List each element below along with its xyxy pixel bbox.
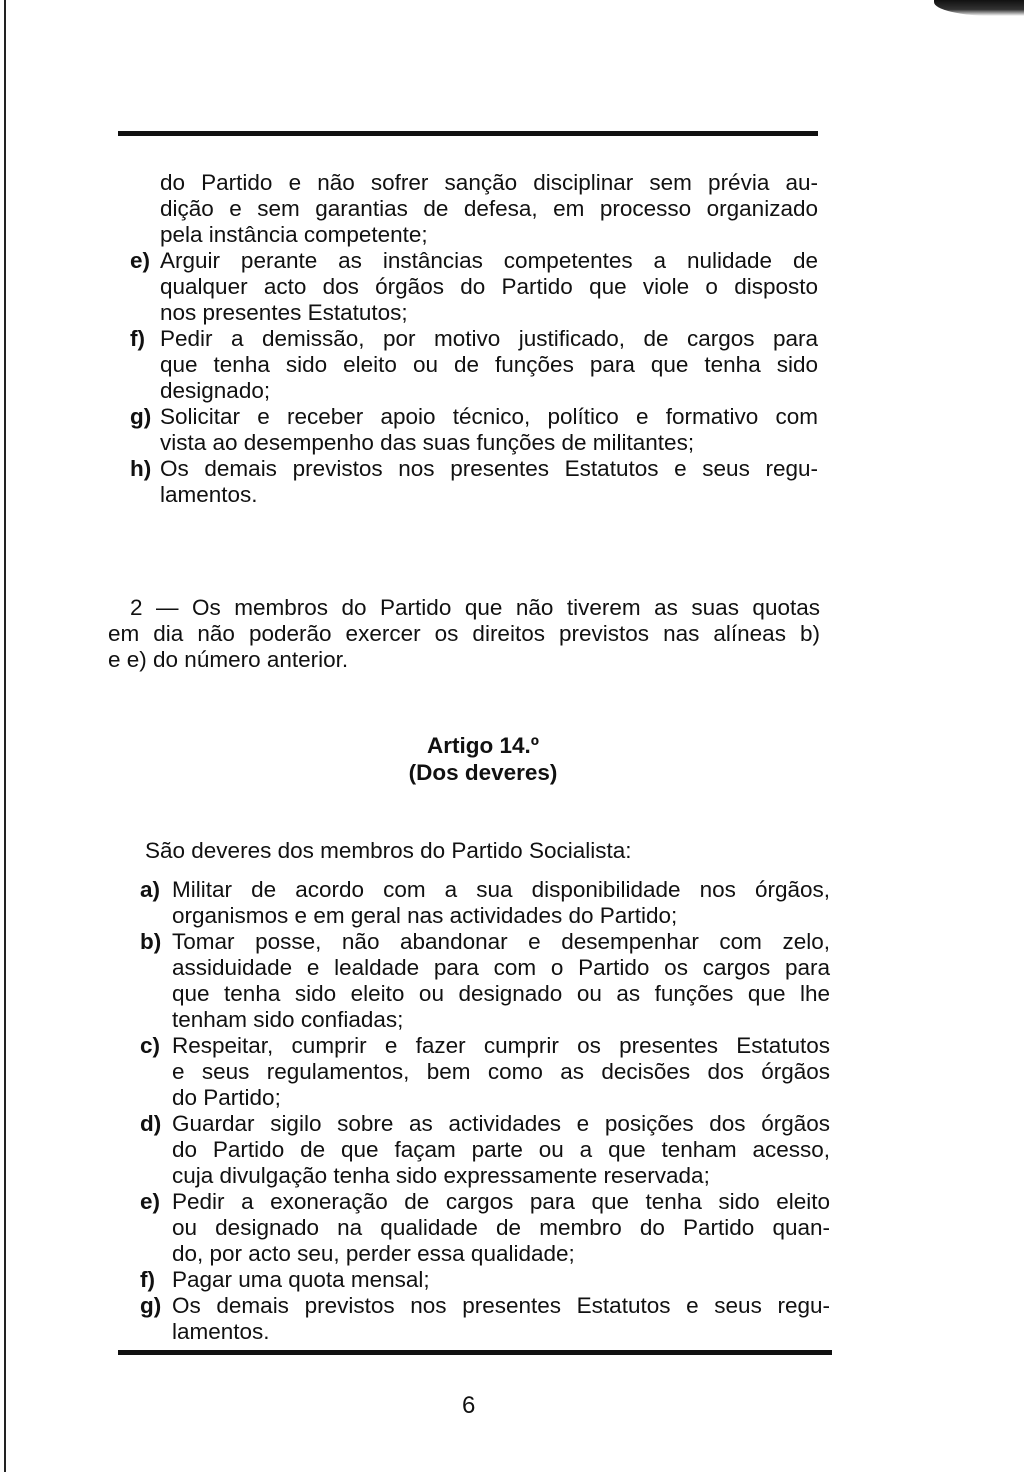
item-label: h) bbox=[130, 456, 152, 481]
text-line: Respeitar, cumprir e fazer cumprir os presentes Estatutos bbox=[172, 1033, 830, 1058]
item-label: e) bbox=[130, 248, 151, 273]
text-line: Solicitar e receber apoio técnico, político e formativo com bbox=[160, 404, 818, 429]
item-label: b) bbox=[140, 929, 162, 954]
text-line: organismos e em geral nas actividades do Partido; bbox=[172, 903, 678, 928]
text-line: Pedir a demissão, por motivo justificado, de cargos para bbox=[160, 326, 818, 351]
item-label: g) bbox=[130, 404, 152, 429]
list-item bbox=[140, 1267, 830, 1293]
text-line: lamentos. bbox=[160, 482, 258, 507]
page-number: 6 bbox=[462, 1392, 476, 1419]
list-item bbox=[140, 1033, 830, 1111]
text-line: em dia não poderão exercer os direitos previstos nas alíneas b) bbox=[108, 621, 820, 646]
top-rule bbox=[118, 131, 818, 136]
text-line: ou designado na qualidade de membro do Partido quan- bbox=[172, 1215, 830, 1240]
item-label: f) bbox=[140, 1267, 155, 1292]
text-line: do Partido de que façam parte ou a que tenham acesso, bbox=[172, 1137, 830, 1162]
article-intro bbox=[145, 838, 632, 864]
list-item bbox=[140, 1189, 830, 1267]
text-line: qualquer acto dos órgãos do Partido que viole o disposto bbox=[160, 274, 818, 299]
text-line: Guardar sigilo sobre as actividades e posições dos órgãos bbox=[172, 1111, 830, 1136]
text-line: Tomar posse, não abandonar e desempenhar com zelo, bbox=[172, 929, 830, 954]
text-line: que tenha sido eleito ou designado ou as funções que lhe bbox=[172, 981, 830, 1006]
text-line: do Partido e não sofrer sanção disciplinar sem prévia au- bbox=[160, 170, 818, 195]
rights-continued bbox=[130, 170, 818, 508]
list-item bbox=[140, 1293, 830, 1345]
text-line: 2 — Os membros do Partido que não tiverem as suas quotas bbox=[130, 595, 820, 620]
article-intro-text: São deveres dos membros do Partido Socialista: bbox=[145, 838, 632, 863]
text-line: cuja divulgação tenha sido expressamente reservada; bbox=[172, 1163, 710, 1188]
text-line: assiduidade e lealdade para com o Partido os cargos para bbox=[172, 955, 830, 980]
list-item bbox=[130, 326, 818, 404]
article-title: Artigo 14.º bbox=[427, 733, 539, 758]
text-line: do, por acto seu, perder essa qualidade; bbox=[172, 1241, 575, 1266]
text-line: Os demais previstos nos presentes Estatutos e seus regu- bbox=[172, 1293, 830, 1318]
bottom-rule bbox=[118, 1350, 832, 1355]
list-item bbox=[130, 248, 818, 326]
text-line: Pedir a exoneração de cargos para que tenha sido eleito bbox=[172, 1189, 830, 1214]
text-line: pela instância competente; bbox=[160, 222, 428, 247]
item-label: c) bbox=[140, 1033, 161, 1058]
item-label: a) bbox=[140, 877, 161, 902]
list-item bbox=[140, 929, 830, 1033]
scan-corner-shadow bbox=[934, 0, 1024, 16]
text-line: Pagar uma quota mensal; bbox=[172, 1267, 430, 1292]
text-line: e seus regulamentos, bem como as decisões dos órgãos bbox=[172, 1059, 830, 1084]
list-item bbox=[130, 404, 818, 456]
paragraph-2 bbox=[108, 595, 820, 673]
text-line: dição e sem garantias de defesa, em processo organizado bbox=[160, 196, 818, 221]
text-line: Militar de acordo com a sua disponibilidade nos órgãos, bbox=[172, 877, 830, 902]
list-item bbox=[140, 1111, 830, 1189]
text-line: nos presentes Estatutos; bbox=[160, 300, 408, 325]
list-item bbox=[140, 877, 830, 929]
item-label: d) bbox=[140, 1111, 162, 1136]
item-label: g) bbox=[140, 1293, 162, 1318]
text-line: tenham sido confiadas; bbox=[172, 1007, 404, 1032]
text-line: Os demais previstos nos presentes Estatutos e seus regu- bbox=[160, 456, 818, 481]
text-line: designado; bbox=[160, 378, 271, 403]
duties-list bbox=[140, 877, 830, 1345]
text-line: que tenha sido eleito ou de funções para que tenha sido bbox=[160, 352, 818, 377]
text-line: Arguir perante as instâncias competentes a nulidade de bbox=[160, 248, 818, 273]
text-line: vista ao desempenho das suas funções de militantes; bbox=[160, 430, 695, 455]
item-label: f) bbox=[130, 326, 145, 351]
text-line: do Partido; bbox=[172, 1085, 281, 1110]
list-item bbox=[130, 456, 818, 508]
article-subtitle: (Dos deveres) bbox=[408, 760, 558, 785]
item-label: e) bbox=[140, 1189, 161, 1214]
text-line: e e) do número anterior. bbox=[108, 647, 349, 672]
text-line: lamentos. bbox=[172, 1319, 270, 1344]
